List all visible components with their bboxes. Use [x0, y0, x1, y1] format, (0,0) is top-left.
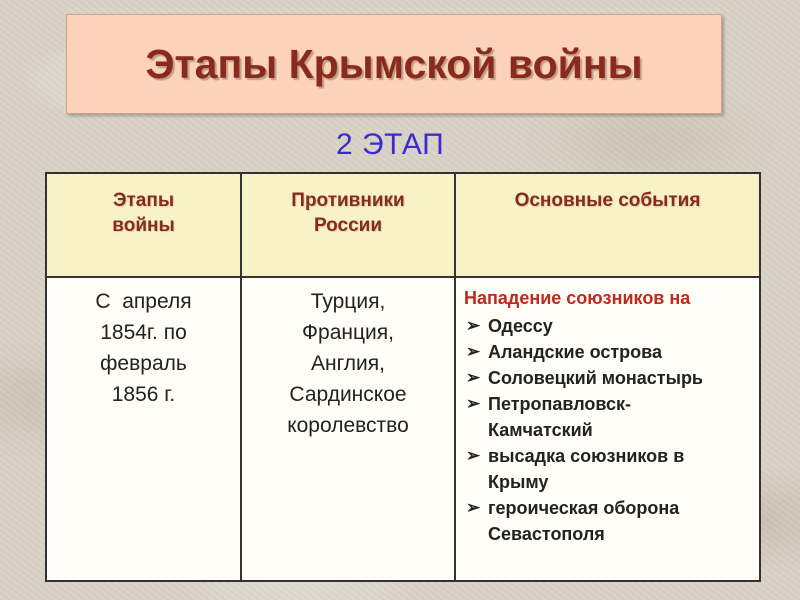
header-events — [455, 173, 760, 277]
period-line: февраль — [100, 352, 187, 375]
event-line: героическая оборона — [488, 498, 680, 518]
arrow-bullet-icon: ➢ — [466, 368, 481, 387]
header-events-label: Основные события — [514, 190, 701, 211]
opponent-line: королевство — [287, 414, 409, 437]
slide-title: Этапы Крымской войны — [145, 40, 643, 87]
event-line: Крыму — [488, 472, 549, 492]
list-item — [464, 495, 753, 547]
opponents-cell — [241, 277, 455, 581]
table-row — [46, 277, 760, 581]
event-line: Соловецкий монастырь — [488, 368, 703, 388]
events-lead: Нападение союзников на — [464, 288, 691, 308]
event-line: Петропавловск- — [488, 394, 632, 414]
header-stages-line: войны — [112, 215, 175, 236]
list-item — [464, 443, 753, 495]
table-header-row — [46, 173, 760, 277]
arrow-bullet-icon: ➢ — [466, 316, 481, 335]
header-stages — [46, 173, 241, 277]
event-line: Одессу — [488, 316, 553, 336]
title-banner — [66, 14, 722, 114]
header-opponents-line: России — [313, 215, 383, 236]
events-cell — [455, 277, 760, 581]
events-list — [464, 313, 753, 547]
event-line: Камчатский — [488, 420, 593, 440]
list-item — [464, 339, 753, 365]
opponent-line: Турция, — [310, 290, 386, 313]
stage-label: 2 ЭТАП — [336, 128, 445, 161]
period-line: 1856 г. — [111, 383, 176, 406]
arrow-bullet-icon: ➢ — [466, 446, 481, 465]
period-line: С апреля — [95, 290, 192, 313]
arrow-bullet-icon: ➢ — [466, 498, 481, 517]
period-line: 1854г. по — [100, 321, 187, 344]
opponent-line: Сардинское — [289, 383, 407, 406]
arrow-bullet-icon: ➢ — [466, 394, 481, 413]
arrow-bullet-icon: ➢ — [466, 342, 481, 361]
list-item — [464, 365, 753, 391]
header-stages-line: Этапы — [112, 190, 175, 211]
list-item — [464, 313, 753, 339]
event-line: Севастополя — [488, 524, 605, 544]
header-opponents-line: Противники — [291, 190, 405, 211]
opponent-line: Англия, — [311, 352, 385, 375]
event-line: высадка союзников в — [488, 446, 685, 466]
header-opponents — [241, 173, 455, 277]
event-line: Аландские острова — [488, 342, 663, 362]
list-item — [464, 391, 753, 443]
period-cell — [46, 277, 241, 581]
opponent-line: Франция, — [302, 321, 394, 344]
war-stages-table — [45, 172, 761, 582]
